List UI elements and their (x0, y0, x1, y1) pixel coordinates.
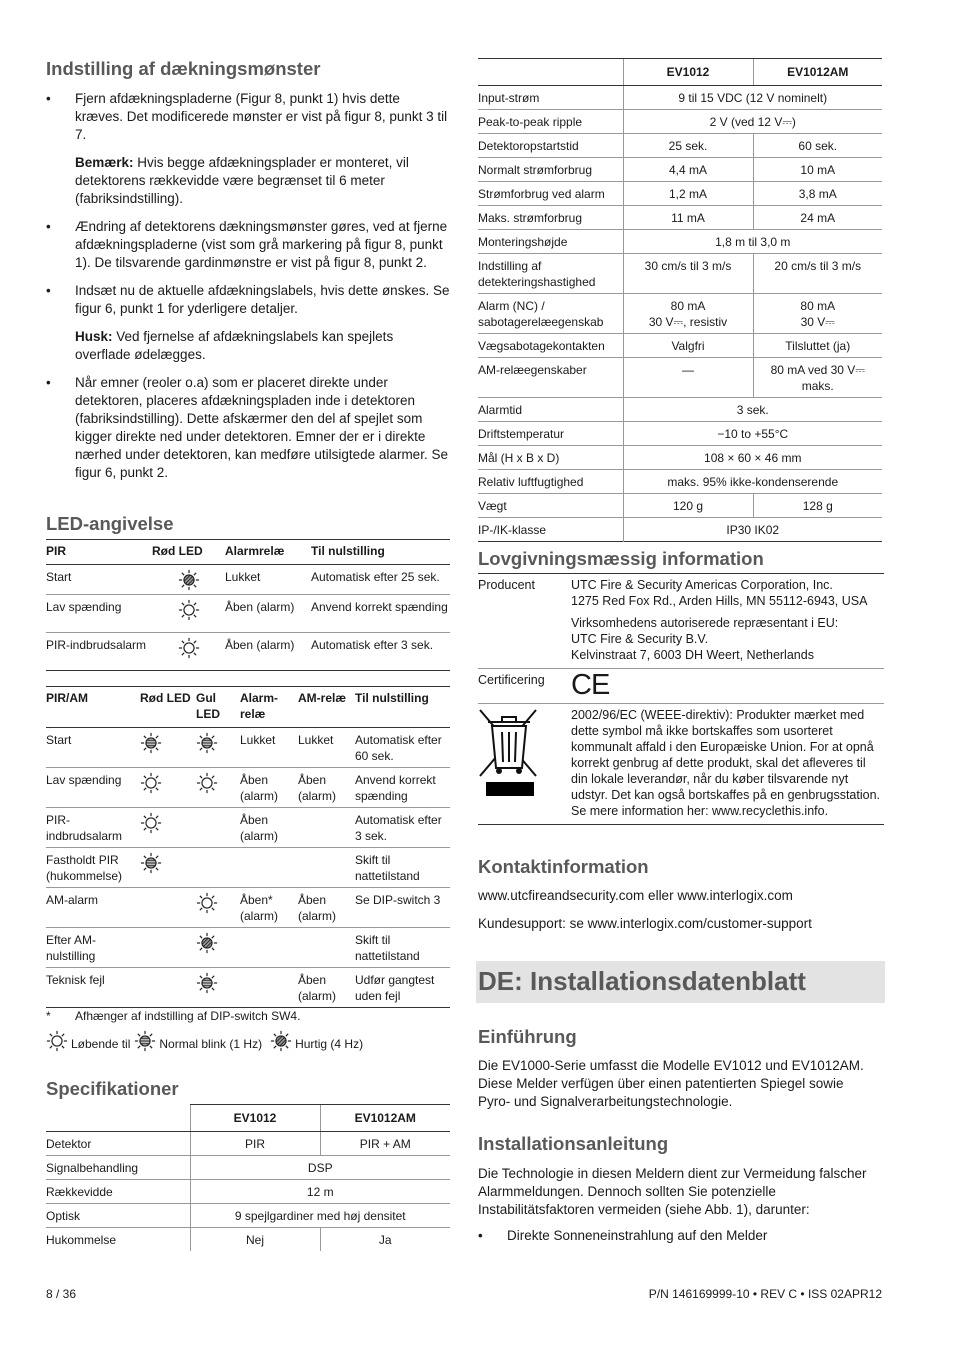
table-cell (140, 768, 196, 808)
table-row (478, 334, 882, 358)
table-cell: UTC Fire & Security Americas Corporation, Inc. 1275 Red Fox Rd., Arden Hills, MN 55112-6943, USA Virksomhedens autoriserede repræsentant i EU: UTC Fire & Security B.V. Kelvinstraat 7, 6003 DH Weert, Netherlands (571, 578, 868, 662)
intro-text: Die EV1000-Serie umfasst die Modelle EV1012 und EV1012AM. Diese Melder verfügen über einen patentierten Spiegel sowie Pyro- und Signalverarbeitungstechnologie. (478, 1058, 864, 1109)
table-row (478, 110, 882, 134)
led-legend (46, 1030, 363, 1052)
table-row (46, 595, 450, 633)
col-header: Rød LED (152, 540, 225, 565)
led-normal-blink-icon (196, 972, 218, 994)
table-cell: Åben (alarm) (225, 595, 311, 633)
table-cell: 1,2 mA (623, 182, 753, 206)
table-row (46, 848, 450, 888)
led-steady-icon (196, 892, 218, 914)
bullet-icon: • (46, 219, 51, 234)
table-cell (478, 704, 571, 825)
part-number: P/N 146169999-10 • REV C • ISS 02APR12 (648, 1287, 882, 1301)
legal-heading: Lovgivningsmæssig information (478, 548, 764, 569)
table-cell: Anvend korrekt spænding (355, 768, 450, 808)
led-table-pir (46, 539, 450, 671)
spec-heading: Specifikationer (46, 1078, 179, 1099)
banner-title: DE: Installationsdatenblatt (478, 966, 806, 996)
led-steady-icon (178, 599, 200, 621)
table-cell: Automatisk efter 3 sek. (311, 638, 434, 652)
weee-text: 2002/96/EC (WEEE-direktiv): Produkter mærket med dette symbol må ikke bortskaffes som usorteret kommunalt affald i den Europæiske Union. For at opnå korrekt genbrug af dette produkt, skal det afleveres til din lokale leverandør, når du køber tilsvarende nyt udstyr. Det kan også bortskaffes på en genbrugsstation. Se mere information her: www.recyclethis.info. (571, 708, 880, 818)
table-cell (140, 808, 196, 848)
table-cell: Åben* (alarm) (240, 888, 298, 928)
table-cell (298, 808, 355, 848)
table-cell: Certificering (478, 673, 545, 687)
table-cell: Valgfri (623, 334, 753, 358)
intro-heading: Einführung (478, 1026, 577, 1047)
table-row (46, 1132, 450, 1156)
table-row (478, 182, 882, 206)
table-cell: AM-alarm (46, 888, 140, 928)
table-cell: maks. 95% ikke-kondenserende (623, 470, 882, 494)
table-cell: Ja (320, 1228, 450, 1252)
table-cell: 10 mA (753, 158, 882, 182)
contact-line-1: www.utcfireandsecurity.com eller www.interlogix.com (478, 888, 793, 903)
col-header: Til nulstilling (311, 540, 450, 565)
table-row (478, 398, 882, 422)
table-cell (196, 808, 240, 848)
col-header: AM-relæ (298, 687, 355, 728)
table-row (478, 86, 882, 110)
table-cell (140, 928, 196, 968)
table-cell: Relativ luftfugtighed (478, 470, 623, 494)
table-row (46, 968, 450, 1008)
table-row (478, 206, 882, 230)
bullet-icon: • (46, 283, 51, 298)
table-cell: — (623, 358, 753, 398)
table-row (46, 728, 450, 768)
table-cell (240, 848, 298, 888)
table-cell: 2 V (ved 12 V⎓) (623, 110, 882, 134)
table-cell: Åben (alarm) (225, 638, 295, 652)
table-cell: Vægt (478, 494, 623, 518)
led-table-pir-am (46, 686, 450, 1008)
table-cell (196, 928, 240, 968)
install-text: Die Technologie in diesen Meldern dient zur Vermeidung falscher Alarmmeldungen. Dennoch sollten Sie potenzielle Instabilitätsfaktoren vermeiden (siehe Abb. 1), darunter: (478, 1166, 867, 1217)
table-row (46, 808, 450, 848)
table-row (478, 294, 882, 334)
table-cell: 24 mA (753, 206, 882, 230)
table-row (478, 358, 882, 398)
table-cell: 120 g (623, 494, 753, 518)
coverage-note-1: Bemærk: Hvis begge afdækningsplader er monteret, vil detektorens rækkevidde være begrænset til 6 meter (fabriksindstilling). (75, 155, 409, 206)
table-cell (152, 595, 225, 633)
table-cell: 3,8 mA (753, 182, 882, 206)
contact-heading: Kontaktinformation (478, 856, 649, 877)
table-cell: Input-strøm (478, 86, 623, 110)
weee-row (478, 704, 884, 825)
ce-mark-icon: CE (571, 669, 610, 701)
table-cell: Lukket (225, 565, 311, 595)
table-cell: Hukommelse (46, 1233, 117, 1247)
table-cell: Udfør gangtest uden fejl (355, 973, 435, 1003)
table-cell: 20 cm/s til 3 m/s (753, 254, 882, 294)
table-row (46, 928, 450, 968)
table-row (46, 768, 450, 808)
table-cell (140, 728, 196, 768)
table-row (478, 446, 882, 470)
table-cell: Automatisk efter 3 sek. (355, 808, 450, 848)
table-cell: Automatisk efter 60 sek. (355, 728, 450, 768)
led-fast-icon (270, 1030, 292, 1052)
coverage-bullet-3: • Indsæt nu de aktuelle afdækningslabels, hvis dette ønskes. Se figur 6, punkt 1 for yderligere detaljer. (46, 283, 450, 316)
table-row (478, 518, 882, 542)
table-cell: Skift til nattetilstand (355, 848, 450, 888)
coverage-bullet-1: • Fjern afdækningspladerne (Figur 8, punkt 1) hvis dette kræves. Det modificerede mønster er vist på figur 8, punkt 3 til 7. (46, 91, 448, 142)
table-cell: Åben (alarm) (240, 808, 298, 848)
table-row (46, 1156, 450, 1180)
table-header-row (46, 1105, 450, 1132)
table-cell (140, 968, 196, 1008)
table-cell (196, 968, 240, 1008)
table-row (478, 134, 882, 158)
table-cell: IP-/IK-klasse (478, 523, 547, 537)
table-cell: 80 mA 30 V⎓, resistiv (623, 294, 753, 334)
table-cell: Skift til nattetilstand (355, 928, 450, 968)
table-row (478, 422, 882, 446)
col-header: Alarm-relæ (240, 687, 298, 728)
table-row (46, 633, 450, 671)
table-cell: Rækkevidde (46, 1180, 190, 1204)
weee-bin-icon (478, 708, 540, 800)
table-cell: Monteringshøjde (478, 230, 623, 254)
table-cell: Tilsluttet (ja) (753, 334, 882, 358)
table-cell (196, 888, 240, 928)
table-cell: PIR + AM (320, 1132, 450, 1156)
led-steady-icon (196, 772, 218, 794)
table-row (46, 565, 450, 595)
table-cell: 9 spejlgardiner med høj densitet (190, 1204, 450, 1228)
col-header: EV1012AM (753, 59, 882, 86)
led-steady-icon (46, 1030, 68, 1052)
bullet-icon: • (478, 1228, 483, 1243)
col-header-blank (46, 1105, 190, 1132)
table-cell: PIR-indbrudsalarm (46, 638, 147, 652)
col-header: Rød LED (140, 687, 196, 728)
table-cell (152, 633, 225, 671)
table-cell: 11 mA (623, 206, 753, 230)
table-cell: Alarm (NC) / sabotagerelæegenskab (478, 294, 623, 334)
table-cell: Start (46, 728, 140, 768)
table-cell: Anvend korrekt spænding (311, 595, 450, 633)
table-cell: Efter AM-nulstilling (46, 928, 140, 968)
table-cell: PIR-indbrudsalarm (46, 808, 140, 848)
table-cell: 12 m (190, 1180, 450, 1204)
producer-row (478, 574, 884, 669)
led-steady-icon (178, 637, 200, 659)
legend-label: Løbende til (71, 1037, 131, 1051)
spec-table-left (46, 1104, 450, 1251)
install-bullet: • Direkte Sonneneinstrahlung auf den Melder (478, 1228, 768, 1243)
page-number: 8 / 36 (46, 1287, 77, 1301)
col-header: PIR (46, 540, 152, 565)
col-header: EV1012 (190, 1105, 320, 1132)
table-row (478, 494, 882, 518)
table-cell: Alarmtid (478, 398, 623, 422)
table-cell: Åben (alarm) (298, 768, 355, 808)
table-cell: Strømforbrug ved alarm (478, 182, 623, 206)
table-cell: Åben (alarm) (298, 973, 336, 1003)
table-cell: Optisk (46, 1204, 190, 1228)
table-row (46, 1228, 450, 1252)
table-cell: Detektoropstartstid (478, 134, 623, 158)
table-cell: AM-relæegenskaber (478, 358, 623, 398)
coverage-heading: Indstilling af dækningsmønster (46, 58, 321, 79)
table-cell: Automatisk efter 25 sek. (311, 565, 450, 595)
col-header: EV1012AM (320, 1105, 450, 1132)
col-header: Alarmrelæ (225, 540, 311, 565)
col-header: Til nulstilling (355, 687, 450, 728)
table-cell: PIR (190, 1132, 320, 1156)
table-cell: Se DIP-switch 3 (355, 888, 450, 928)
table-cell: IP30 IK02 (623, 518, 882, 542)
led-fast-icon (196, 932, 218, 954)
table-cell: DSP (190, 1156, 450, 1180)
table-cell: 128 g (753, 494, 882, 518)
table-cell (240, 928, 298, 968)
coverage-note-2: Husk: Ved fjernelse af afdækningslabels kan spejlets overflade ødelægges. (75, 329, 394, 362)
led-heading: LED-angivelse (46, 513, 174, 534)
table-cell (152, 565, 225, 595)
led-fast-icon (178, 569, 200, 591)
table-cell: Start (46, 565, 152, 595)
table-row (478, 470, 882, 494)
table-cell: −10 to +55°C (623, 422, 882, 446)
table-cell: 9 til 15 VDC (12 V nominelt) (623, 86, 882, 110)
table-row (478, 230, 882, 254)
install-heading: Installationsanleitung (478, 1133, 669, 1154)
legal-table (478, 573, 884, 825)
table-cell: 108 × 60 × 46 mm (623, 446, 882, 470)
table-cell: Lav spænding (46, 768, 140, 808)
table-cell: 25 sek. (623, 134, 753, 158)
led-footnote: * Afhænger af indstilling af DIP-switch SW4. (46, 1009, 301, 1023)
col-header: EV1012 (623, 59, 753, 86)
table-cell: 60 sek. (753, 134, 882, 158)
table-cell: Mål (H x B x D) (478, 446, 623, 470)
led-normal-blink-icon (196, 732, 218, 754)
led-normal-blink-icon (140, 852, 162, 874)
table-cell: Lav spænding (46, 595, 152, 633)
led-steady-icon (140, 812, 162, 834)
table-cell: Normalt strømforbrug (478, 158, 623, 182)
table-cell: Lukket (298, 728, 355, 768)
col-header-blank (478, 59, 623, 86)
table-row (46, 1204, 450, 1228)
table-header-row (46, 540, 450, 565)
table-cell: 80 mA 30 V⎓ (753, 294, 882, 334)
table-cell (196, 768, 240, 808)
table-cell: Signalbehandling (46, 1156, 190, 1180)
table-cell: 1,8 m til 3,0 m (623, 230, 882, 254)
spec-table-right (478, 58, 882, 542)
section-banner (476, 961, 885, 1003)
table-cell (571, 669, 884, 704)
table-cell: Teknisk fejl (46, 973, 105, 987)
table-cell (298, 928, 355, 968)
led-steady-icon (140, 772, 162, 794)
certification-row (478, 669, 884, 704)
coverage-list (46, 90, 450, 482)
contact-line-2: Kundesupport: se www.interlogix.com/customer-support (478, 916, 812, 931)
led-normal-blink-icon (134, 1030, 156, 1052)
table-cell: 4,4 mA (623, 158, 753, 182)
coverage-bullet-2: • Ændring af detektorens dækningsmønster gøres, ved at fjerne afdækningspladerne (vist som grå markering på figur 8, punkt 1). De tilsvarende gardinmønstre er vist på figur 8, punkt 2. (46, 219, 448, 270)
table-header-row (46, 687, 450, 728)
table-cell: 80 mA ved 30 V⎓ maks. (753, 358, 882, 398)
col-header: PIR/AM (46, 687, 140, 728)
bullet-icon: • (46, 91, 51, 106)
table-cell: Åben (alarm) (298, 888, 355, 928)
table-cell: Peak-to-peak ripple (478, 110, 623, 134)
col-header: Gul LED (196, 687, 240, 728)
table-header-row (478, 59, 882, 86)
table-cell: 3 sek. (623, 398, 882, 422)
table-cell: 30 cm/s til 3 m/s (623, 254, 753, 294)
table-cell (140, 848, 196, 888)
table-row (46, 888, 450, 928)
table-cell: Vægsabotagekontakten (478, 334, 623, 358)
led-normal-blink-icon (140, 732, 162, 754)
table-cell: Indstilling af detekteringshastighed (478, 254, 623, 294)
table-cell: Lukket (240, 728, 298, 768)
table-cell: Fastholdt PIR (hukommelse) (46, 848, 140, 888)
table-cell: Maks. strømforbrug (478, 206, 623, 230)
table-cell: Driftstemperatur (478, 422, 623, 446)
table-cell (140, 888, 196, 928)
coverage-bullet-4: • Når emner (reoler o.a) som er placeret direkte under detektoren, placeres afdækningspladen inde i detektoren (fabriksindstilling). Dette afskærmer den del af spejlet som kigger direkte ned under detektoren. Emner der er i direkte nærhed under detektoren, kan medføre utilsigtede alarmer. Se figur 6, punkt 2. (46, 375, 448, 480)
table-cell (196, 728, 240, 768)
table-cell: Nej (190, 1228, 320, 1252)
table-cell (196, 848, 240, 888)
bullet-icon: • (46, 375, 51, 390)
table-cell: Detektor (46, 1132, 190, 1156)
legend-label: Normal blink (1 Hz) (159, 1037, 263, 1051)
table-cell: Åben (alarm) (240, 768, 298, 808)
table-row (478, 254, 882, 294)
table-row (478, 158, 882, 182)
table-cell (298, 848, 355, 888)
table-row (46, 1180, 450, 1204)
table-cell (240, 968, 298, 1008)
table-cell: Producent (478, 578, 535, 592)
legend-label: Hurtig (4 Hz) (295, 1037, 364, 1051)
